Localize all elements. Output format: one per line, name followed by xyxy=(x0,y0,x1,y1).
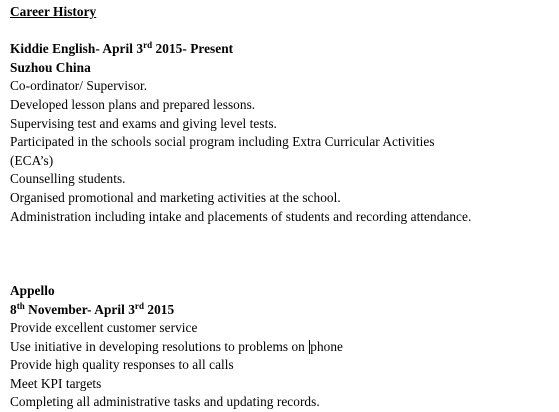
blank-line xyxy=(10,263,559,282)
job2-duty-text-before-cursor: Use initiative in developing resolutions to problems on xyxy=(10,338,309,354)
job2-date-sup: rd xyxy=(134,300,145,311)
job1-duty: Organised promotional and marketing activities at the school. xyxy=(10,189,341,205)
job2-dates xyxy=(10,301,559,320)
job1-duty: (ECA’s) xyxy=(10,152,54,168)
job1-duty: Developed lesson plans and prepared lessons. xyxy=(10,96,256,112)
job2-duty: Provide excellent customer service xyxy=(10,320,198,336)
blank-line xyxy=(10,245,559,264)
job2-duty: Provide high quality responses to all calls xyxy=(10,357,234,373)
job2-duty-text-after-cursor: phone xyxy=(310,338,343,354)
career-history-heading: Career History xyxy=(10,4,97,19)
job2-date-day-sup: th xyxy=(16,300,25,311)
job1-title xyxy=(10,40,559,59)
job1-title-sup: rd xyxy=(143,40,153,51)
job2-date-middle: November- April 3 xyxy=(24,301,135,317)
blank-line xyxy=(10,22,559,41)
job1-duty: Counselling students. xyxy=(10,171,126,187)
job1-title-suffix: 2015- Present xyxy=(152,41,234,57)
job2-company: Appello xyxy=(10,282,55,298)
job2-duty: Completing all administrative tasks and updating records. xyxy=(10,394,320,410)
job1-duty: Administration including intake and placements of students and recording attendance. xyxy=(10,208,472,224)
blank-line xyxy=(10,226,559,245)
document-body[interactable] xyxy=(10,3,559,412)
job1-duty: Participated in the schools social program including Extra Curricular Activities xyxy=(10,134,435,150)
job1-duty: Co-ordinator/ Supervisor. xyxy=(10,78,148,94)
job1-duty: Supervising test and exams and giving level tests. xyxy=(10,115,277,131)
job1-location: Suzhou China xyxy=(10,59,91,75)
job2-date-day: 8 xyxy=(10,301,17,317)
job2-date-end: 2015 xyxy=(144,301,175,317)
job1-title-prefix: Kiddie English- April 3 xyxy=(10,41,144,57)
job2-duty-with-cursor xyxy=(10,338,559,357)
job2-duty: Meet KPI targets xyxy=(10,375,102,391)
